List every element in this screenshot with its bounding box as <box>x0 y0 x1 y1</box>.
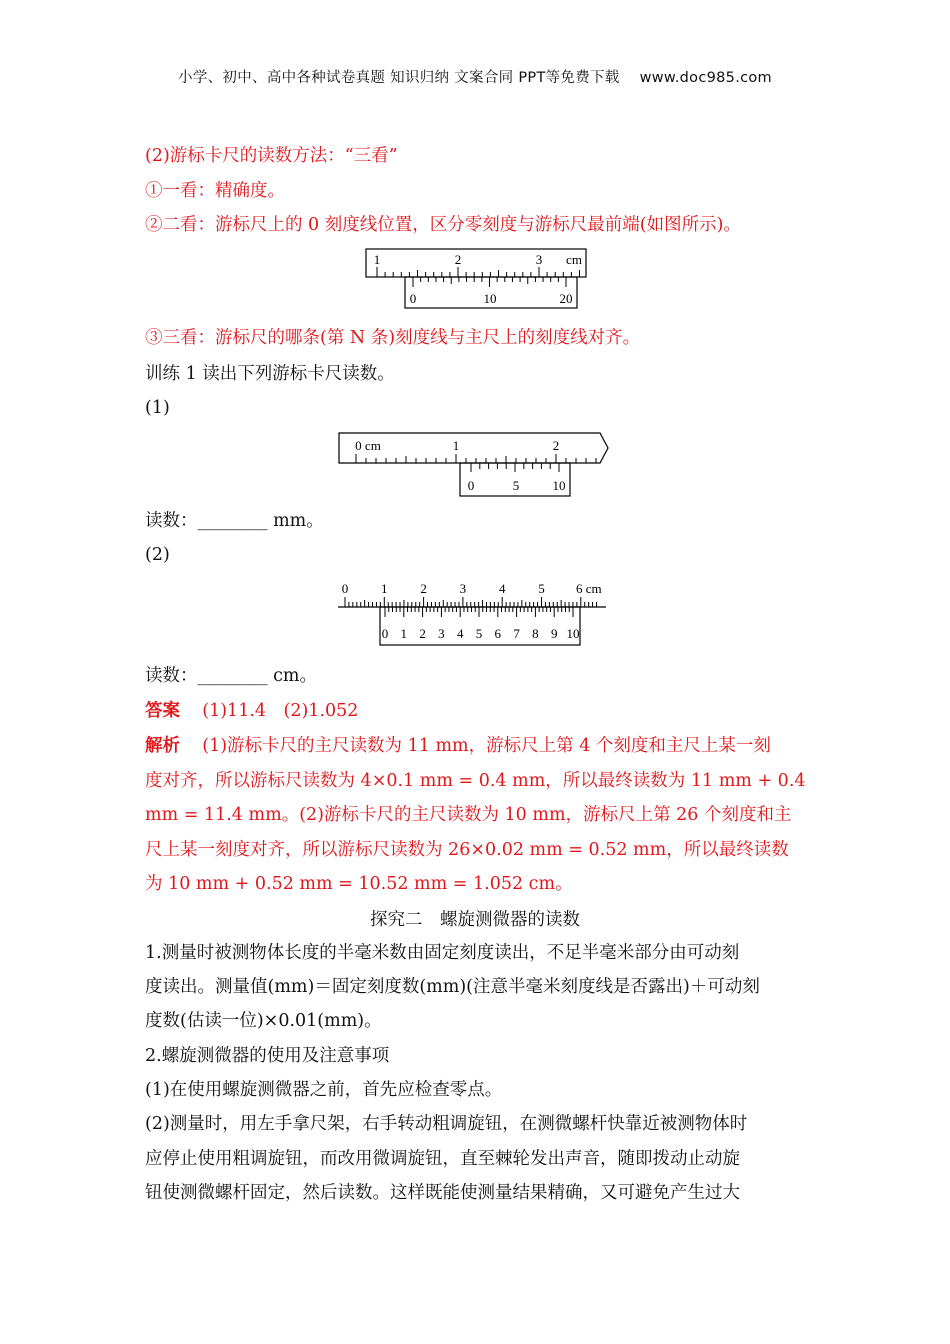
vernier-label: 4 <box>456 626 464 641</box>
q1-answer-line: 读数：________ mm。 <box>145 511 324 531</box>
main-label: 6 cm <box>575 581 602 596</box>
vernier-label-5: 5 <box>512 478 520 493</box>
header-site: www.doc985.com <box>639 70 772 86</box>
vernier-label: 10 <box>566 626 580 641</box>
section2-p4-line1: (2)测量时，用左手拿尺架，右手转动粗调旋钮，在测微螺杆快靠近被测物体时 <box>145 1114 748 1134</box>
main-label: 2 <box>420 581 427 596</box>
vernier-label-0: 0 <box>409 291 417 306</box>
analysis-line-1 <box>145 733 771 759</box>
main-label: 4 <box>498 581 506 596</box>
step3-text: ③三看：游标尺的哪条(第 N 条)刻度线与主尺上的刻度线对齐。 <box>145 328 641 348</box>
analysis-line-3: mm = 11.4 mm。(2)游标卡尺的主尺读数为 10 mm，游标尺上第 26 个刻度和主 <box>145 805 792 825</box>
vernier-label: 7 <box>513 626 520 641</box>
vernier-label-20: 20 <box>559 291 573 306</box>
section2-p1-line2: 度读出。测量值(mm)＝固定刻度数(mm)(注意半毫米刻度线是否露出)＋可动刻 <box>145 977 760 997</box>
main-label: 3 <box>459 581 467 596</box>
main-scale-ticks <box>356 454 596 463</box>
q2-label: (2) <box>145 545 170 565</box>
vernier-label: 2 <box>419 626 426 641</box>
exercise-title: 训练 1 读出下列游标卡尺读数。 <box>145 364 395 384</box>
answer-text: (1)11.4 (2)1.052 <box>202 701 359 721</box>
main-label-1: 1 <box>452 438 460 453</box>
vernier-figure-2 <box>338 430 613 498</box>
vernier-label-10: 10 <box>483 291 497 306</box>
section2-title: 探究二 螺旋测微器的读数 <box>370 910 580 930</box>
vernier-labels <box>382 626 580 641</box>
analysis-label: 解析 <box>145 736 180 756</box>
main-unit: cm <box>566 252 582 267</box>
main-scale-ticks <box>377 267 580 277</box>
main-scale-body <box>366 249 586 277</box>
vernier-label: 1 <box>400 626 408 641</box>
vernier-figure-1 <box>365 248 590 310</box>
vernier-label: 9 <box>550 626 558 641</box>
section2-p1-line3: 度数(估读一位)×0.01(mm)。 <box>145 1011 382 1031</box>
section2-p4-line3: 钮使测微螺杆固定，然后读数。这样既能使测量结果精确，又可避免产生过大 <box>145 1183 740 1203</box>
vernier-label: 6 <box>494 626 502 641</box>
vernier-ticks <box>413 277 566 287</box>
answer-label: 答案 <box>145 701 180 721</box>
vernier-ticks <box>471 463 559 472</box>
section2-p4-line2: 应停止使用粗调旋钮，而改用微调旋钮，直至棘轮发出声音，随即拨动止动旋 <box>145 1149 740 1169</box>
analysis-line-4: 尺上某一刻度对齐，所以游标尺读数为 26×0.02 mm = 0.52 mm，所以最终读数 <box>145 840 789 860</box>
main-label-3: 3 <box>535 252 543 267</box>
section1-title: (2)游标卡尺的读数方法：“三看” <box>145 146 398 166</box>
analysis-text-1: (1)游标卡尺的主尺读数为 11 mm，游标尺上第 4 个刻度和主尺上某一刻 <box>202 736 771 756</box>
header-text: 小学、初中、高中各种试卷真题 知识归纳 文案合同 PPT等免费下载 <box>178 70 620 86</box>
main-label-1: 1 <box>373 252 381 267</box>
vernier-ticks <box>385 607 573 617</box>
q1-label: (1) <box>145 398 170 418</box>
analysis-line-5: 为 10 mm + 0.52 mm = 10.52 mm = 1.052 cm。 <box>145 874 573 894</box>
analysis-line-2: 度对齐，所以游标尺读数为 4×0.1 mm = 0.4 mm，所以最终读数为 11 mm + 0.4 <box>145 771 806 791</box>
step2-text: ②二看：游标尺上的 0 刻度线位置，区分零刻度与游标尺最前端(如图所示)。 <box>145 215 741 235</box>
vernier-figure-3 <box>336 578 611 648</box>
vernier-label-10: 10 <box>552 478 566 493</box>
vernier-label: 5 <box>475 626 483 641</box>
main-scale-ticks <box>345 597 597 607</box>
vernier-label: 0 <box>381 626 389 641</box>
main-label: 5 <box>538 581 545 596</box>
page-header <box>0 66 950 87</box>
vernier-label: 3 <box>438 626 445 641</box>
answer-line <box>145 698 358 724</box>
section2-p2: 2.螺旋测微器的使用及注意事项 <box>145 1046 390 1066</box>
step1-text: ①一看：精确度。 <box>145 181 285 201</box>
main-label-0: 0 cm <box>355 438 381 453</box>
main-label-2: 2 <box>454 252 462 267</box>
vernier-label: 8 <box>532 626 539 641</box>
vernier-label-0: 0 <box>467 478 475 493</box>
section2-p3: (1)在使用螺旋测微器之前，首先应检查零点。 <box>145 1080 503 1100</box>
main-label: 0 <box>341 581 349 596</box>
section2-p1-line1: 1.测量时被测物体长度的半毫米数由固定刻度读出，不足半毫米部分由可动刻 <box>145 943 740 963</box>
main-label: 1 <box>381 581 388 596</box>
main-label-2: 2 <box>552 438 560 453</box>
q2-answer-line: 读数：________ cm。 <box>145 666 317 686</box>
main-scale-labels <box>342 581 602 596</box>
